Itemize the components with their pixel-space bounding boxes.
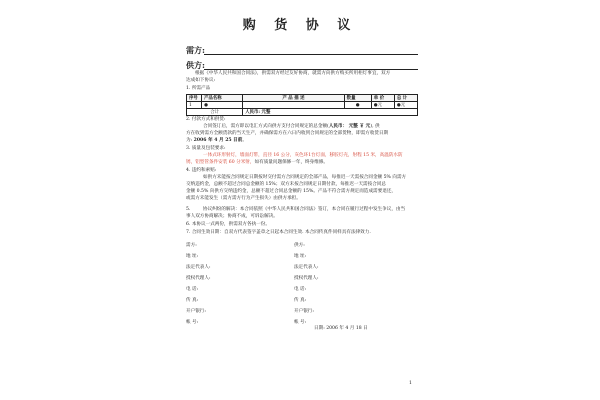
s2-delivery-date: 2006 年 4 月 25 日前 bbox=[193, 138, 243, 143]
supplier-underline bbox=[204, 69, 418, 70]
page-number: 1 bbox=[409, 381, 412, 386]
sign-supplier-bank: 开户银行: bbox=[294, 309, 314, 314]
col-header-index: 序号 bbox=[187, 95, 202, 102]
intro-line-1: 根据《中华人民共和国合同法》，供需双方经过友好协商，就需方向供方购买所用柜灯事宜，双方 bbox=[195, 71, 391, 76]
sign-supplier-address: 地 址: bbox=[294, 254, 307, 259]
sign-buyer-legal-rep: 法定代表人: bbox=[186, 265, 211, 270]
s2-text-a: 合同签订后，需方即以电汇方式向供方支付合同规定的总金额( bbox=[203, 124, 329, 129]
buyer-label: 需方: bbox=[186, 45, 205, 55]
section-1-heading: 1. 所需产品 bbox=[186, 86, 211, 91]
section-5-number: 5. bbox=[186, 207, 191, 212]
sign-supplier-phone: 电 话: bbox=[294, 287, 307, 292]
table-total-row bbox=[187, 109, 418, 116]
col-header-desc: 产 品 描 述 bbox=[243, 95, 344, 102]
section-4-line-3: 金额 0.5% 向供方交纳违约金，总额不超过合同总金额的 15%。产品不符合需方规定而造成需要退还， bbox=[186, 189, 397, 194]
col-header-qty: 数量 bbox=[344, 95, 371, 102]
signing-date: 日期: 2006 年 4 月 18 日 bbox=[314, 326, 368, 331]
section-2-heading: 2. 付款方式和供货: bbox=[186, 117, 226, 122]
col-header-price: 单 价 bbox=[371, 95, 394, 102]
section-4-line-4: 或需方未能发生（需方需方行为产生损失）由供方承担。 bbox=[186, 196, 301, 201]
cell-name: ● bbox=[202, 102, 243, 109]
sign-supplier-account: 帐 号: bbox=[294, 320, 307, 325]
section-6: 6. 本协议一式两份，供需双方各执一份。 bbox=[186, 222, 270, 227]
total-label: 合计 bbox=[187, 109, 243, 116]
sign-supplier-agent: 授权代理人: bbox=[294, 276, 319, 281]
col-header-name: 产品名称 bbox=[202, 95, 243, 102]
s3-warranty-text: 如有质量问题保修一年，终身维修。 bbox=[254, 160, 329, 165]
sign-supplier-party: 供方: bbox=[294, 243, 305, 248]
section-2-line-3 bbox=[186, 138, 247, 145]
cell-total: ●元 bbox=[394, 102, 417, 109]
s2-date-suffix: 。 bbox=[242, 138, 247, 143]
cell-price: ●元 bbox=[371, 102, 394, 109]
sign-buyer-agent: 授权代理人: bbox=[186, 276, 211, 281]
section-4-line-1: 如供方未能按合同规定日期按时交付需方合同规定的全部产品，每推迟一天需按合同金额 5% 向需方 bbox=[203, 175, 407, 180]
section-4-line-2: 交纳违约金，总额不超过合同总金额的 15%；双方未按合同规定日期付款，每推迟一天需按合同总 bbox=[186, 182, 387, 187]
s3-red-text: 锈，铝型管条件安装 60 分米射， bbox=[186, 160, 255, 165]
s2-text-b: ), 供 bbox=[370, 124, 380, 129]
sign-buyer-bank: 开户银行: bbox=[186, 309, 206, 314]
sign-buyer-party: 需方: bbox=[186, 243, 197, 248]
intro-line-2: 达成如下协议: bbox=[186, 78, 216, 83]
total-value: 人民币: 元整 bbox=[243, 109, 418, 116]
section-3-heading: 3. 质量及包装要求: bbox=[186, 146, 226, 151]
sign-buyer-fax: 传 真: bbox=[186, 298, 199, 303]
sign-supplier-legal-rep: 法定代表人: bbox=[294, 265, 319, 270]
section-3-line-1: 一体式环形射灯，墙面灯带，直径 16 公分，灰色环1台灯面，移胶灯壳，射程 15 米，高温防水防 bbox=[203, 153, 403, 158]
cell-index: 1 bbox=[187, 102, 202, 109]
sign-buyer-account: 帐 号: bbox=[186, 320, 199, 325]
buyer-underline bbox=[204, 54, 418, 55]
section-4-heading: 4. 违约和索赔: bbox=[186, 168, 217, 173]
sign-buyer-phone: 电 话: bbox=[186, 287, 199, 292]
document-title: 购 货 协 议 bbox=[242, 18, 358, 33]
product-table bbox=[186, 94, 418, 116]
section-3-line-2 bbox=[186, 160, 328, 167]
section-7: 7. 合同生效日期：自双方代表签字盖章之日起本合同生效. 本合同传真件同样具有法律效力. bbox=[186, 230, 371, 235]
s2-amount-words: 元整 bbox=[348, 124, 358, 129]
s2-amount-label: 人民币： bbox=[328, 124, 348, 129]
col-header-total: 总 计 bbox=[394, 95, 417, 102]
supplier-label: 供方: bbox=[186, 60, 205, 70]
sign-supplier-fax: 传 真: bbox=[294, 298, 307, 303]
section-2-line-2: 方在收到需方全额货款的当天生产，并确保需方在六日内收到合同规定的全部货物，即需方收货日期 bbox=[186, 131, 389, 136]
table-row bbox=[187, 102, 418, 109]
s2-amount-number: ￥ 元 bbox=[357, 124, 371, 129]
section-5-line-1: 协议纠纷的解决：本合同依照《中华人民共和国合同法》签订，本合同在履行过程中发生争议，由当 bbox=[203, 207, 406, 212]
cell-qty: ● bbox=[344, 102, 371, 109]
section-5-line-2: 事人双方协商解决；协商不成，可诉讼解决。 bbox=[186, 214, 278, 219]
sign-buyer-address: 地 址: bbox=[186, 254, 199, 259]
section-2-line-1 bbox=[203, 124, 380, 131]
cell-desc bbox=[243, 102, 344, 109]
table-header-row bbox=[187, 95, 418, 102]
s2-date-prefix: 为: bbox=[186, 138, 193, 143]
